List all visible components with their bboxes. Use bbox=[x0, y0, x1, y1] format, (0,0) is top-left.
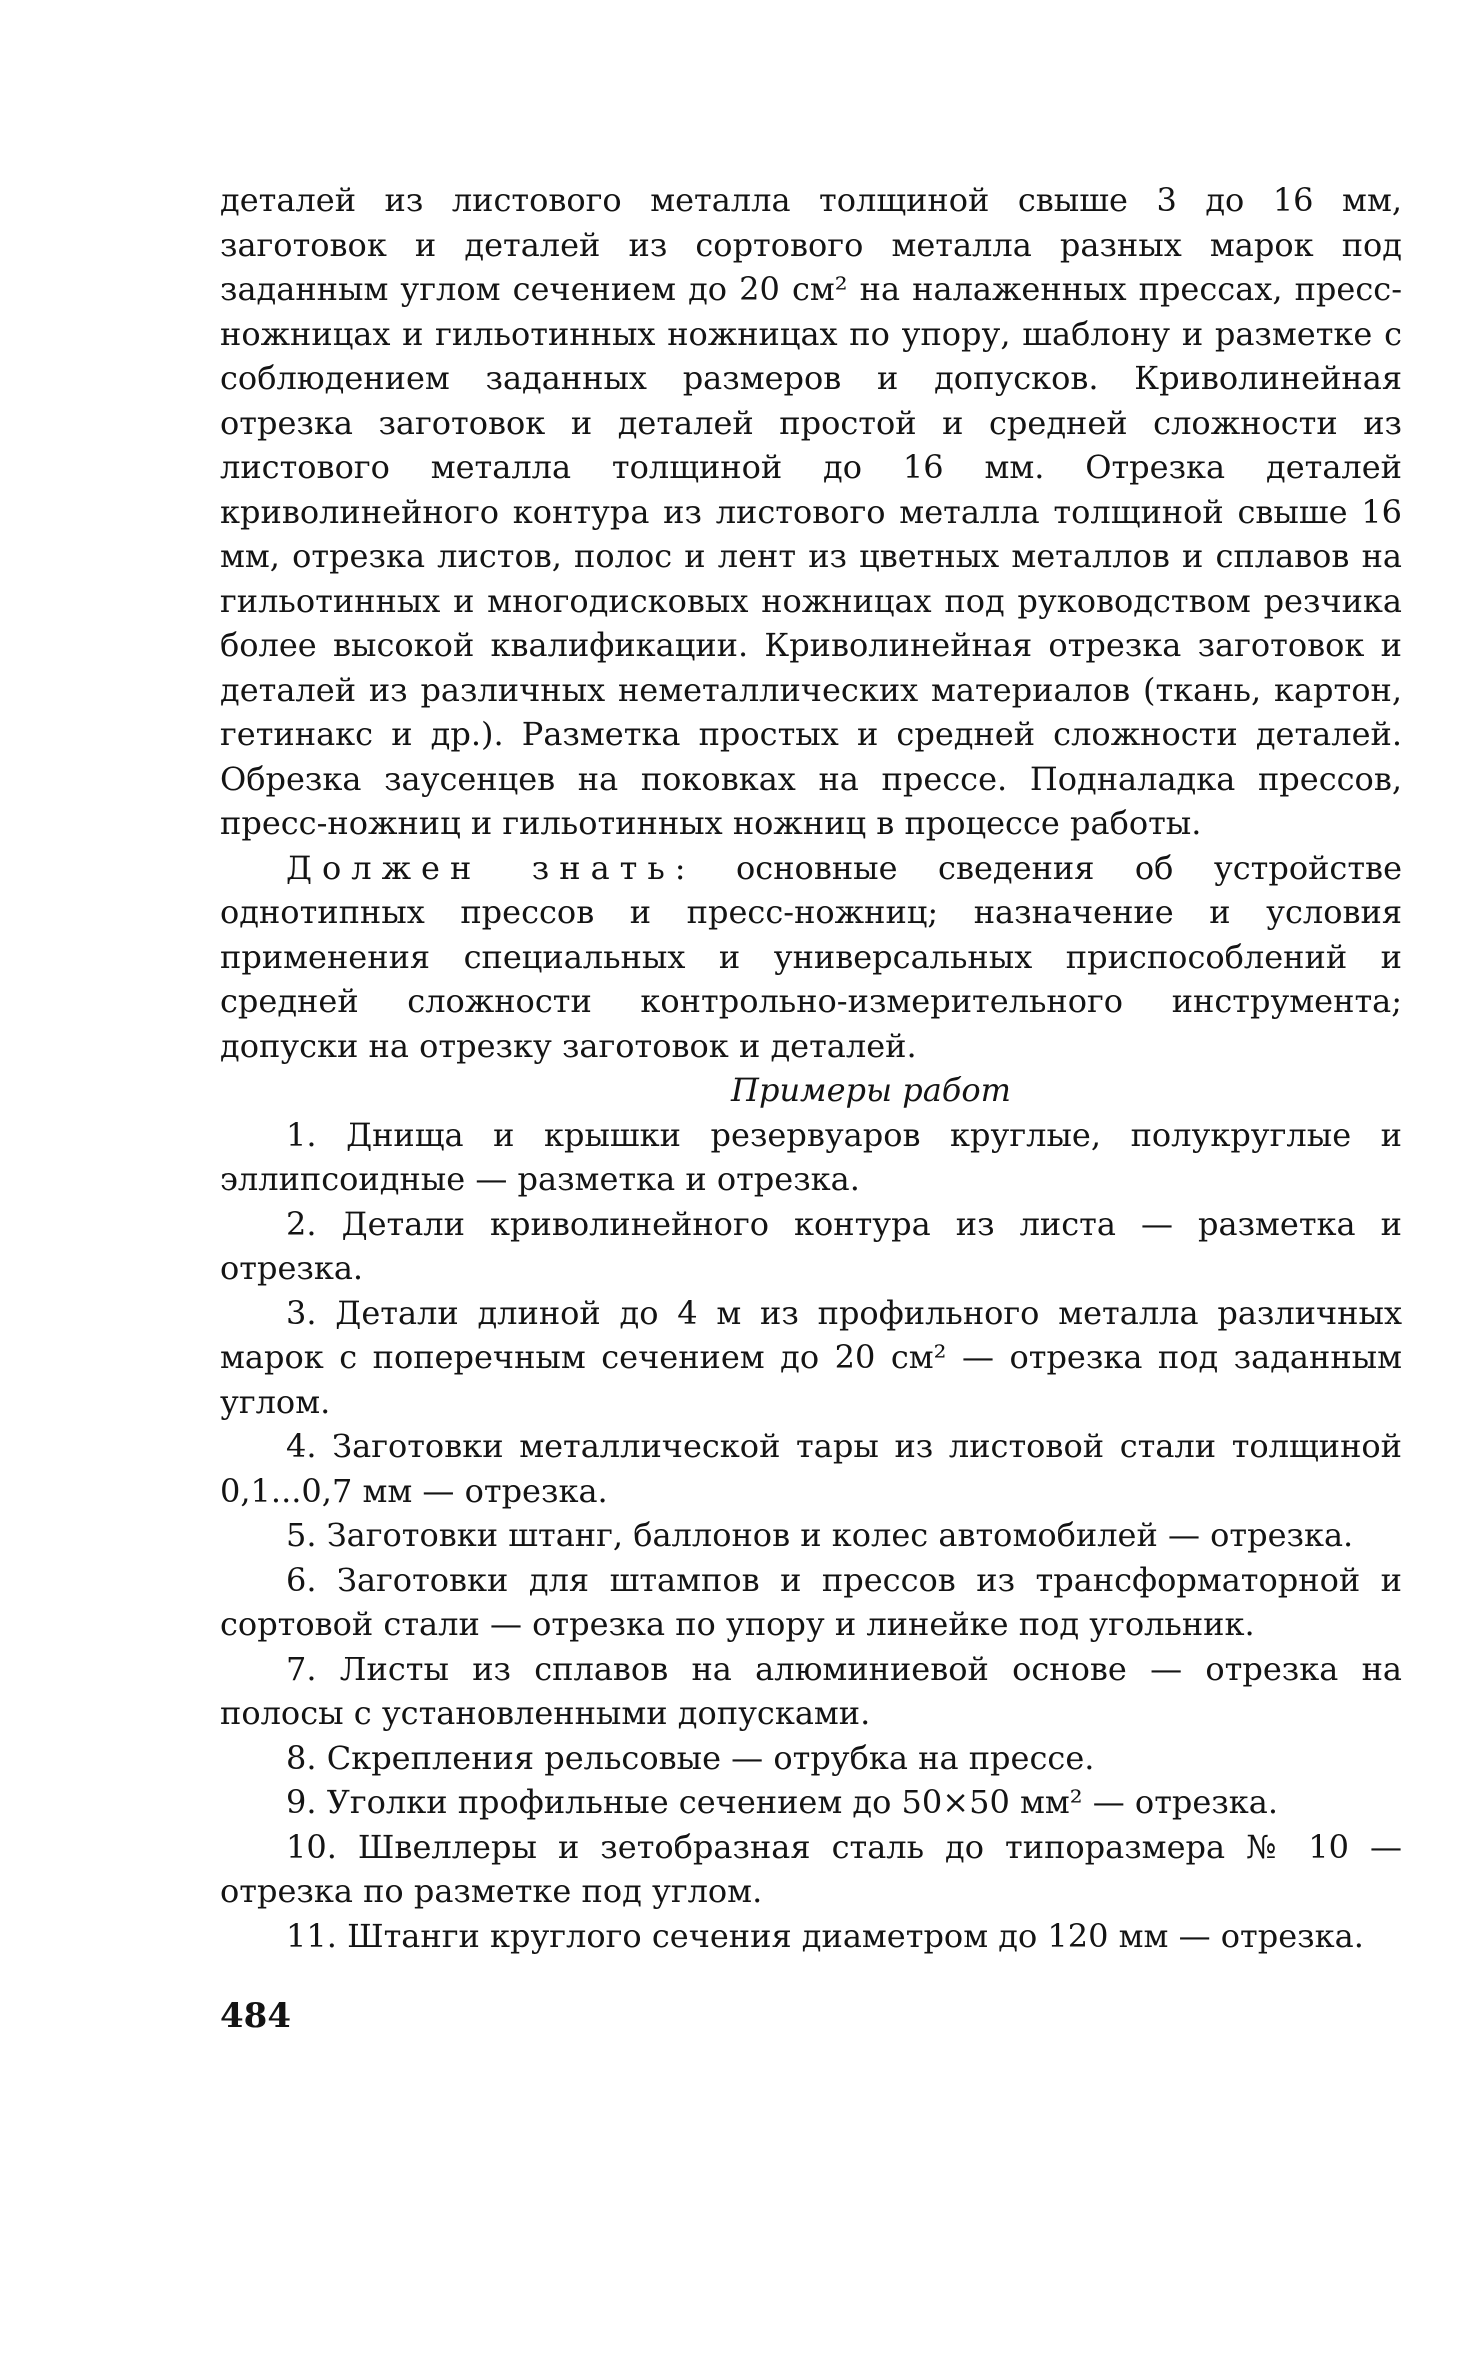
example-item: 8. Скрепления рельсовые — отрубка на прессе. bbox=[286, 1738, 1095, 1777]
example-item: 2. Детали криволинейного контура из листа — разметка и отрезка. bbox=[220, 1204, 1402, 1287]
example-item: 10. Швеллеры и зетобразная сталь до типоразмера № 10 — отрезка по разметке под углом. bbox=[220, 1827, 1402, 1910]
example-item: 9. Уголки профильные сечением до 50×50 мм² — отрезка. bbox=[286, 1783, 1279, 1821]
page-number: 484 bbox=[220, 1996, 291, 2036]
must-know-paragraph bbox=[220, 846, 1402, 1069]
example-item: 1. Днища и крышки резервуаров круглые, полукруглые и эллипсоидные — разметка и отрезка. bbox=[220, 1115, 1402, 1198]
example-item: 6. Заготовки для штампов и прессов из трансформаторной и сортовой стали — отрезка по упору и линейке под угольник. bbox=[220, 1560, 1402, 1643]
example-item: 7. Листы из сплавов на алюминиевой основе — отрезка на полосы с установленными допусками. bbox=[220, 1649, 1402, 1732]
example-item: 3. Детали длиной до 4 м из профильного металла различных марок с поперечным сечением до 20 см² — отрезка под заданным углом. bbox=[220, 1293, 1402, 1421]
example-item: 4. Заготовки металлической тары из листовой стали толщиной 0,1...0,7 мм — отрезка. bbox=[220, 1427, 1402, 1510]
example-item: 5. Заготовки штанг, баллонов и колес автомобилей — отрезка. bbox=[286, 1516, 1354, 1554]
duties-paragraph: деталей из листового металла толщиной свыше 3 до 16 мм, заготовок и деталей из сортового металла разных марок под заданным углом сечением до 20 см² на налаженных прессах, пресс-ножницах и гильотинных ножницах по упору, шаблону и разметке с соблюдением заданных размеров и допусков. Криволинейная отрезка заготовок и деталей простой и средней сложности из листового металла толщиной до 16 мм. Отрезка деталей криволинейного контура из листового металла толщиной свыше 16 мм, отрезка листов, полос и лент из цветных металлов и сплавов на гильотинных и многодисковых ножницах под руководством резчика более высокой квалификации. Криволинейная отрезка заготовок и деталей из различных неметаллических материалов (ткань, картон, гетинакс и др.). Разметка простых и средней сложности деталей. Обрезка заусенцев на поковках на прессе. Подналадка прессов, пресс-ножниц и гильотинных ножниц в процессе работы. bbox=[220, 181, 1402, 842]
must-know-label: Должен знать: bbox=[286, 848, 696, 887]
example-item: 11. Штанги круглого сечения диаметром до 120 мм — отрезка. bbox=[286, 1916, 1364, 1955]
page-body bbox=[220, 178, 1402, 1958]
examples-heading: Примеры работ bbox=[731, 1071, 1011, 1109]
must-know-text: основные сведения об устройстве однотипных прессов и пресс-ножниц; назначение и условия применения специальных и универсальных приспособлений и средней сложности контрольно-измерительного инструмента; допуски на отрезку заготовок и деталей. bbox=[220, 848, 1403, 1065]
